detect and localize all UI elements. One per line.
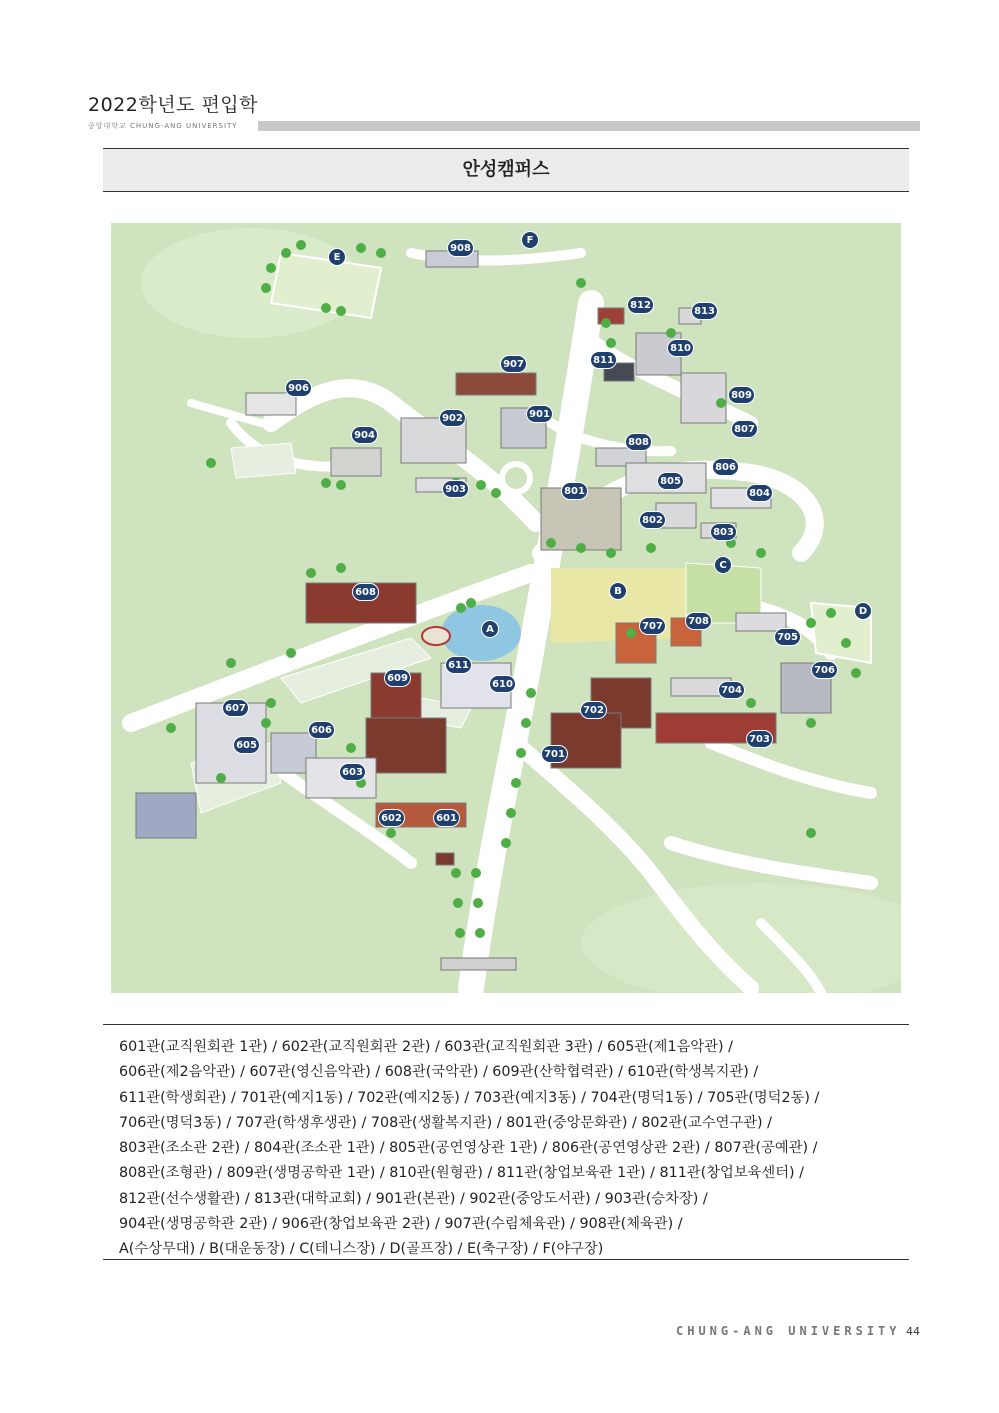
legend-line: 812관(선수생활관) / 813관(대학교회) / 901관(본관) / 902관(중앙도서관) / 903관(승차장) /	[119, 1190, 708, 1207]
map-marker-606[interactable]: 606	[308, 721, 335, 739]
map-marker-702[interactable]: 702	[580, 701, 607, 719]
map-marker-904[interactable]: 904	[351, 426, 378, 444]
legend-line: 803관(조소관 2관) / 804관(조소관 1관) / 805관(공연영상관 1관) / 806관(공연영상관 2관) / 807관(공예관) /	[119, 1140, 818, 1157]
map-marker-608[interactable]: 608	[352, 583, 379, 601]
legend-line: 706관(명덕3동) / 707관(학생후생관) / 708관(생활복지관) / 801관(중앙문화관) / 802관(교수연구관) /	[119, 1114, 772, 1131]
building-legend	[103, 1024, 909, 1260]
campus-map-graphic	[111, 223, 901, 993]
map-marker-812[interactable]: 812	[627, 296, 654, 314]
map-marker-607[interactable]: 607	[222, 699, 249, 717]
section-title: 안성캠퍼스	[462, 159, 550, 180]
map-marker-705[interactable]: 705	[774, 628, 801, 646]
legend-line: 808관(조형관) / 809관(생명공학관 1관) / 810관(원형관) / 811관(창업보육관 1관) / 811관(창업보육센터) /	[119, 1165, 804, 1182]
map-marker-810[interactable]: 810	[667, 339, 694, 357]
map-marker-901[interactable]: 901	[526, 405, 553, 423]
map-marker-609[interactable]: 609	[384, 669, 411, 687]
map-marker-602[interactable]: 602	[378, 809, 405, 827]
legend-line: 606관(제2음악관) / 607관(영신음악관) / 608관(국악관) / 609관(산학협력관) / 610관(학생복지관) /	[119, 1064, 759, 1081]
map-marker-706[interactable]: 706	[811, 661, 838, 679]
map-marker-804[interactable]: 804	[746, 484, 773, 502]
legend-lines	[119, 1035, 909, 1263]
legend-line: 601관(교직원회관 1관) / 602관(교직원회관 2관) / 603관(교직원회관 3관) / 605관(제1음악관) /	[119, 1039, 733, 1055]
map-marker-903[interactable]: 903	[442, 480, 469, 498]
map-marker-805[interactable]: 805	[657, 472, 684, 490]
map-marker-803[interactable]: 803	[710, 523, 737, 541]
map-marker-809[interactable]: 809	[728, 386, 755, 404]
map-marker-707[interactable]: 707	[639, 617, 666, 635]
legend-line: A(수상무대) / B(대운동장) / C(테니스장) / D(골프장) / E(축구장) / F(야구장)	[119, 1241, 604, 1258]
map-marker-908[interactable]: 908	[447, 239, 474, 257]
map-marker-701[interactable]: 701	[541, 745, 568, 763]
map-marker-605[interactable]: 605	[233, 736, 260, 754]
map-marker-902[interactable]: 902	[439, 409, 466, 427]
map-marker-B[interactable]: B	[609, 582, 627, 600]
map-marker-802[interactable]: 802	[639, 511, 666, 529]
map-marker-801[interactable]: 801	[561, 482, 588, 500]
map-marker-703[interactable]: 703	[746, 730, 773, 748]
map-marker-A[interactable]: A	[481, 620, 499, 638]
map-marker-807[interactable]: 807	[731, 420, 758, 438]
map-marker-C[interactable]: C	[714, 556, 732, 574]
page-number: 44	[906, 1325, 920, 1338]
map-marker-907[interactable]: 907	[500, 355, 527, 373]
legend-line: 904관(생명공학관 2관) / 906관(창업보육관 2관) / 907관(수림체육관) / 908관(체육관) /	[119, 1216, 683, 1233]
subtitle-bar	[88, 120, 920, 132]
map-marker-704[interactable]: 704	[718, 681, 745, 699]
header-gray-bar	[258, 121, 920, 131]
map-marker-E[interactable]: E	[328, 248, 346, 266]
campus-map[interactable]	[111, 223, 901, 993]
subtitle-small-text: 중앙대학교 CHUNG-ANG UNIVERSITY	[88, 122, 238, 130]
footer-brand: CHUNG-ANG UNIVERSITY	[676, 1324, 901, 1338]
map-marker-603[interactable]: 603	[339, 763, 366, 781]
map-marker-611[interactable]: 611	[445, 656, 472, 674]
map-marker-610[interactable]: 610	[489, 675, 516, 693]
document-title: 2022학년도 편입학	[88, 94, 259, 116]
map-marker-708[interactable]: 708	[685, 612, 712, 630]
map-marker-813[interactable]: 813	[691, 302, 718, 320]
section-heading-box	[103, 148, 909, 192]
map-marker-806[interactable]: 806	[712, 458, 739, 476]
map-marker-601[interactable]: 601	[433, 809, 460, 827]
map-marker-906[interactable]: 906	[285, 379, 312, 397]
map-marker-D[interactable]: D	[854, 602, 872, 620]
map-marker-811[interactable]: 811	[590, 351, 617, 369]
legend-line: 611관(학생회관) / 701관(예지1동) / 702관(예지2동) / 703관(예지3동) / 704관(명덕1동) / 705관(명덕2동) /	[119, 1089, 820, 1106]
map-marker-808[interactable]: 808	[625, 433, 652, 451]
map-marker-F[interactable]: F	[521, 231, 539, 249]
